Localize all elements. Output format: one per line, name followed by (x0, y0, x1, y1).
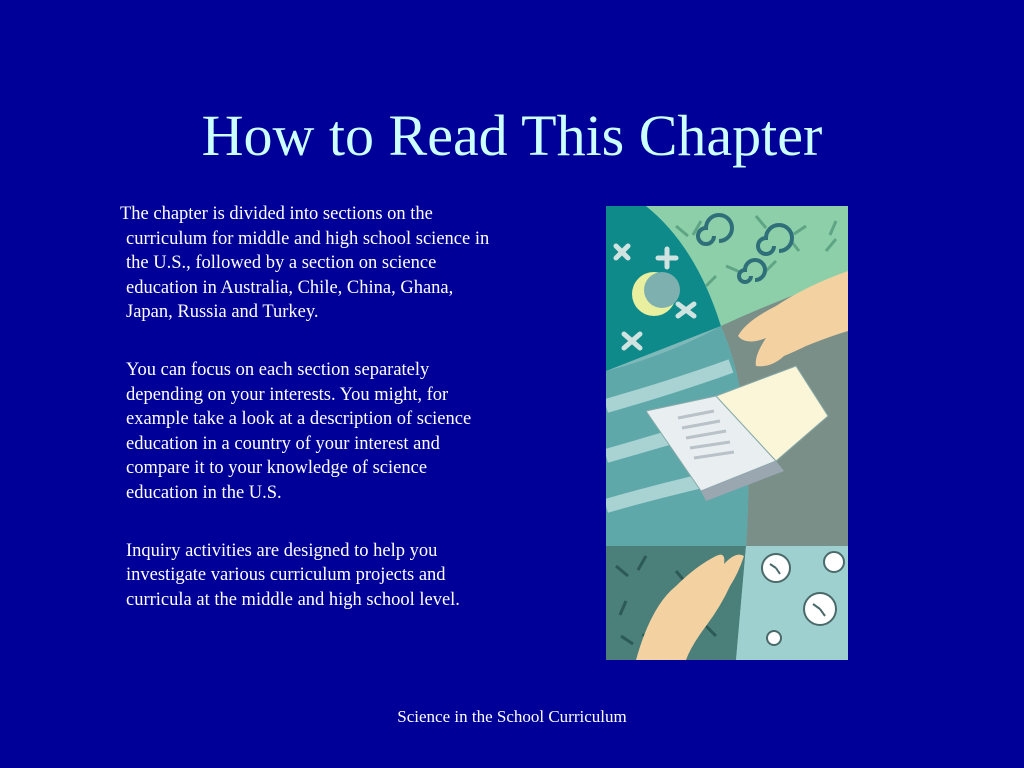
slide-footer: Science in the School Curriculum (397, 707, 627, 726)
slide-title: How to Read This Chapter (201, 103, 823, 168)
slide-body (118, 202, 498, 645)
reading-book-clipart-icon (606, 206, 848, 660)
body-paragraph: The chapter is divided into sections on the curriculum for middle and high school science in the U.S., followed by a section on science education in Australia, Chile, China, Ghana, Japan, Russia and Turkey. (120, 204, 490, 323)
body-paragraph: Inquiry activities are designed to help you investigate various curriculum projects and curricula at the middle and high school level. (126, 540, 460, 610)
body-paragraph: You can focus on each section separately depending on your interests. You might, for example take a look at a description of science education in a country of your interest and compare it to your knowledge of science education in the U.S. (126, 359, 472, 503)
